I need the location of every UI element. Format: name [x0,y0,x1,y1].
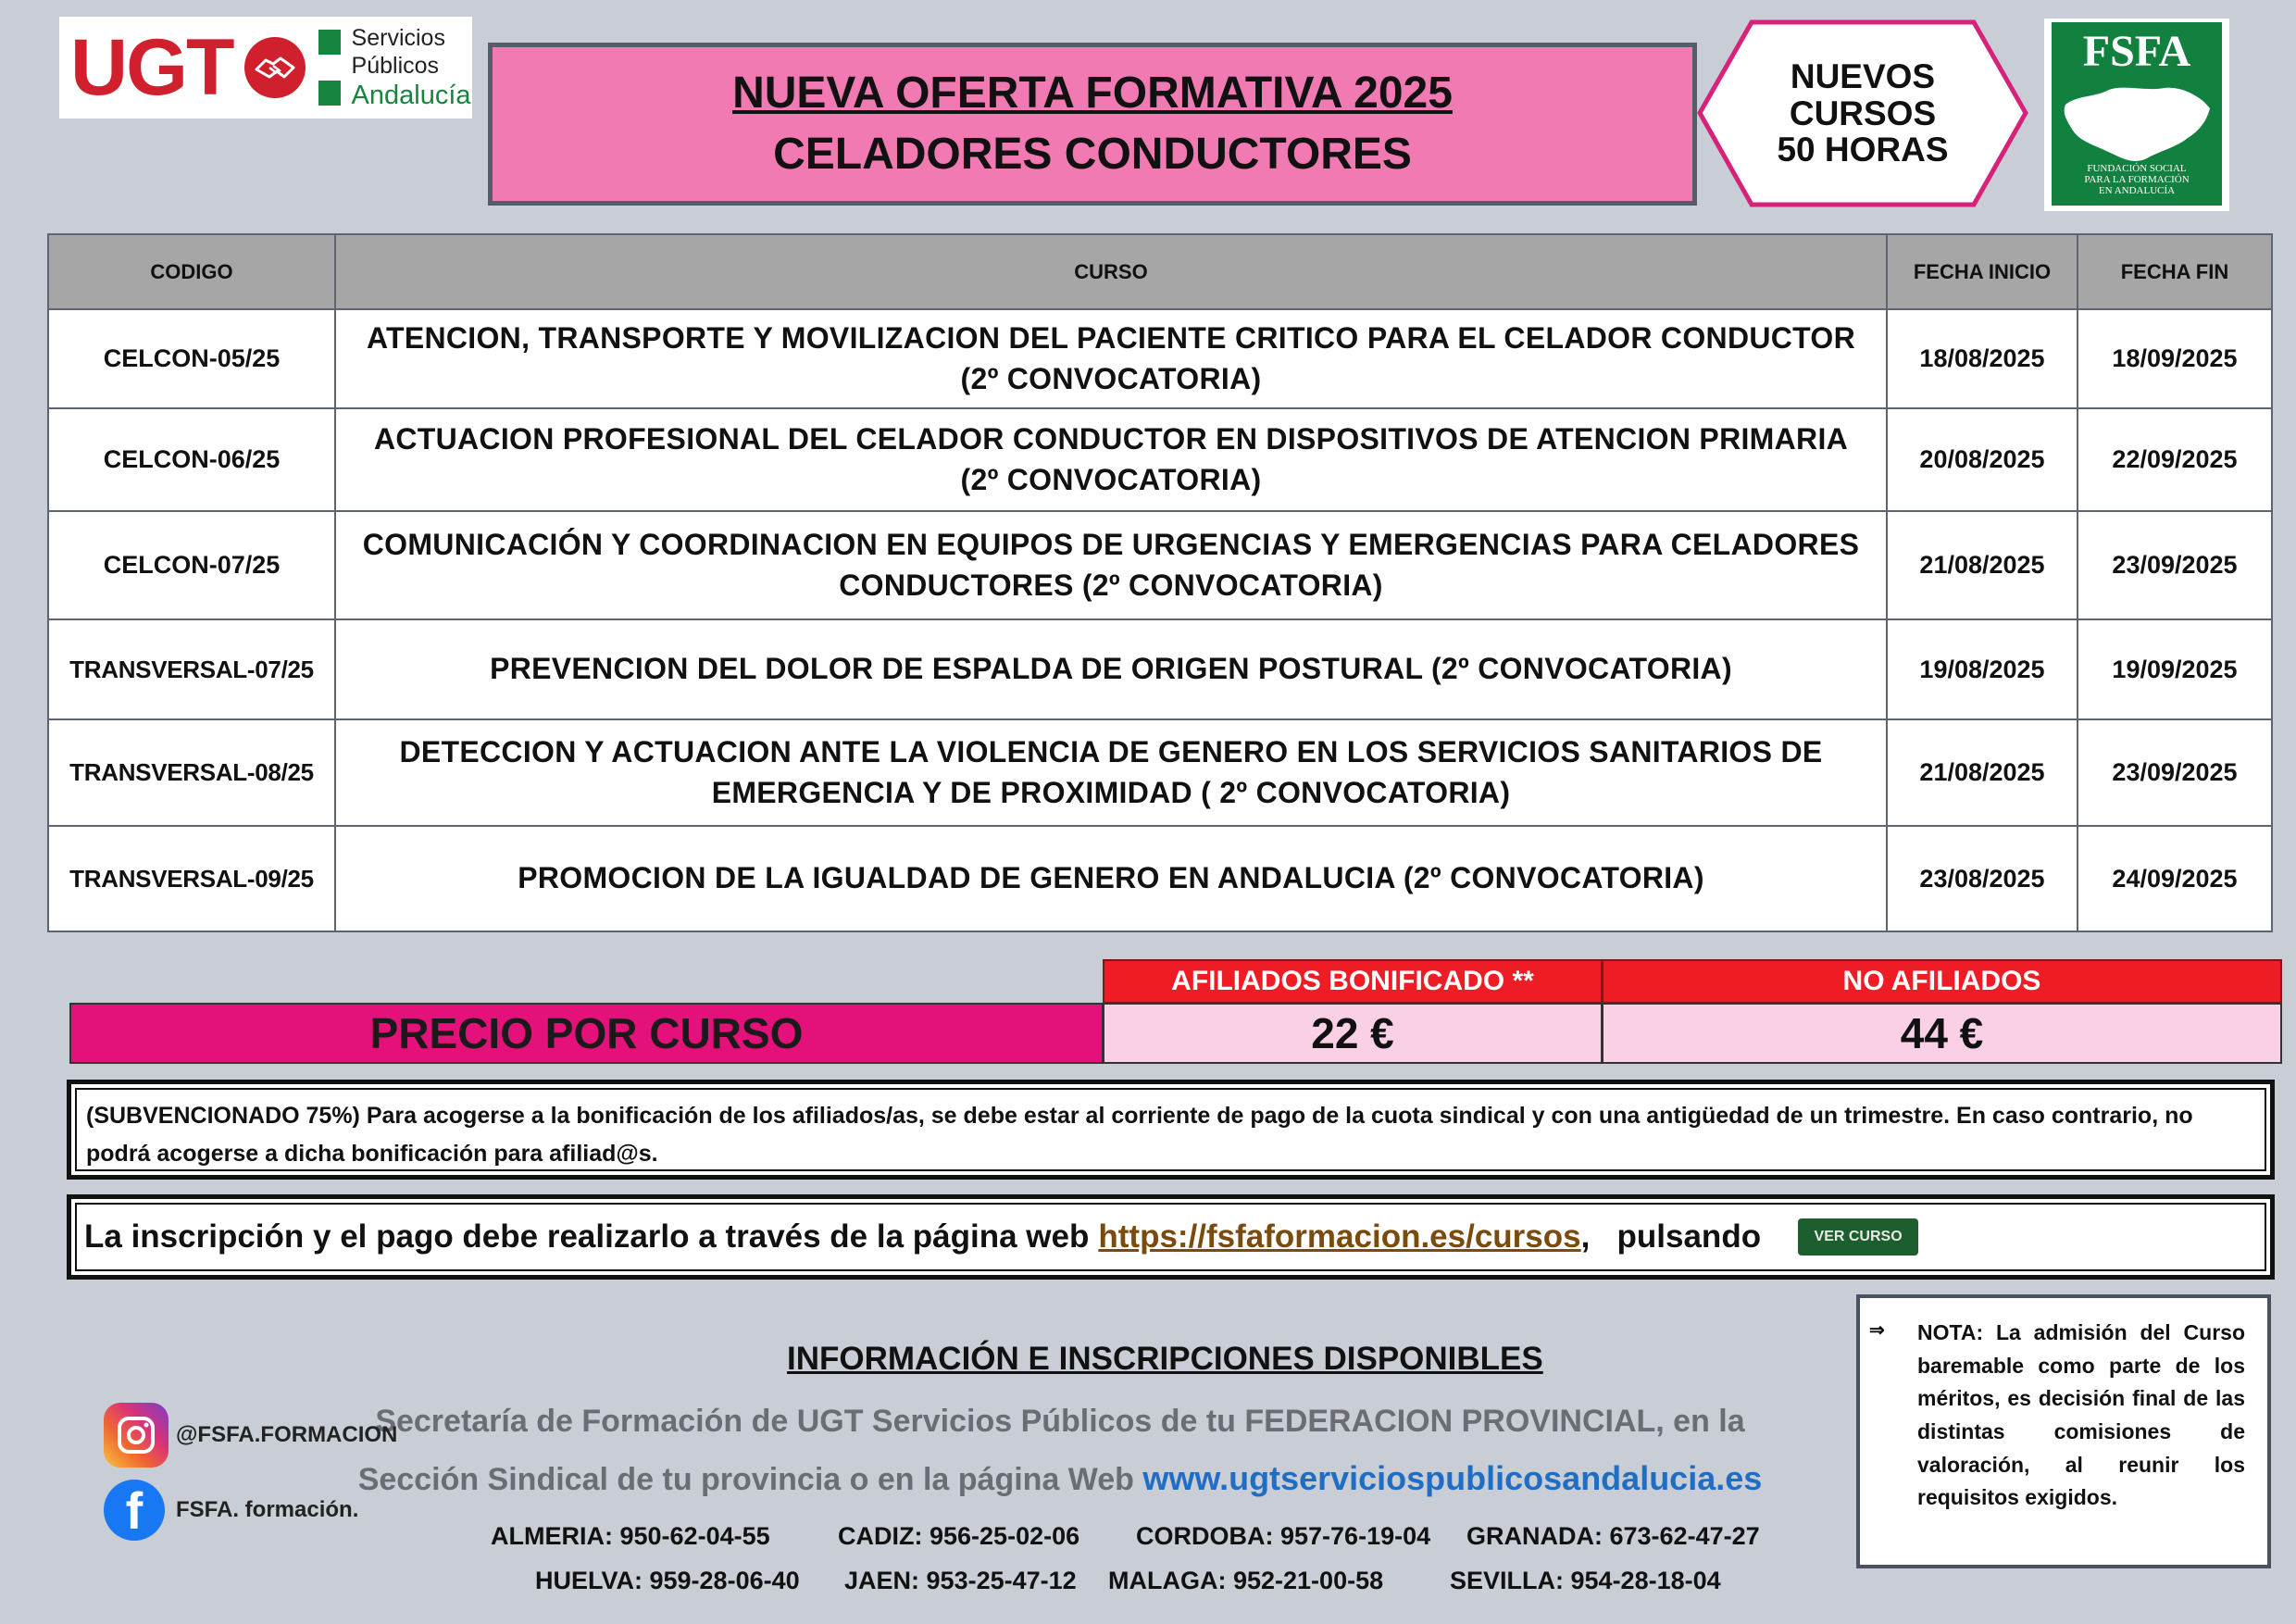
phone-number: 950-62-04-55 [619,1522,770,1550]
course-title: DETECCION Y ACTUACION ANTE LA VIOLENCIA DE GENERO EN LOS SERVICIOS SANITARIOS DE EMERGENCIA Y DE PROXIMIDAD ( 2º CONVOCATORIA) [335,719,1887,826]
ugt-logo [59,17,472,119]
table-row [48,309,2272,408]
table-row [48,619,2272,719]
course-code: CELCON-07/25 [48,511,335,619]
phone-granada: GRANADA: 673-62-47-27 [1466,1522,1760,1550]
price-header-affiliates: AFILIADOS BONIFICADO ** [1103,959,1603,1004]
phone-city: JAEN [844,1567,912,1594]
fsfa-logo-caption [2052,163,2222,196]
andalucia-flag-icon [318,30,341,106]
course-title: COMUNICACIÓN Y COORDINACION EN EQUIPOS DE URGENCIAS Y EMERGENCIAS PARA CELADORES CONDUCTORES (2º CONVOCATORIA) [335,511,1887,619]
ugt-logo-line2: Públicos [351,52,440,79]
ugt-logo-subtitle [352,24,471,112]
price-header-non-affiliates: NO AFILIADOS [1602,959,2282,1004]
registration-link[interactable]: https://fsfaformacion.es/cursos [1098,1218,1581,1255]
page-title: NUEVA OFERTA FORMATIVA 2025 [732,68,1453,118]
table-row [48,826,2272,931]
title-banner [488,43,1697,206]
course-title: PROMOCION DE LA IGUALDAD DE GENERO EN ANDALUCIA (2º CONVOCATORIA) [335,826,1887,931]
ver-curso-button[interactable]: VER CURSO [1798,1218,1918,1255]
andalucia-map-icon [2058,77,2215,169]
phone-malaga: MALAGA: 952-21-00-58 [1108,1567,1384,1594]
phone-city: ALMERIA [491,1522,605,1550]
fsfa-caption-line3: EN ANDALUCÍA [2098,184,2176,196]
phone-almeria: ALMERIA: 950-62-04-55 [491,1522,770,1550]
start-date: 19/08/2025 [1887,619,2078,719]
phone-jaen: JAEN: 953-25-47-12 [844,1567,1077,1594]
price-table [69,959,2282,1065]
registration-text-after: , pulsando [1580,1218,1762,1255]
subsidy-note [67,1080,2275,1180]
phone-number: 673-62-47-27 [1609,1522,1760,1550]
column-header-end-date: FECHA FIN [2078,234,2272,309]
registration-box [67,1194,2275,1280]
phone-city: HUELVA [535,1567,634,1594]
phone-huelva: HUELVA: 959-28-06-40 [535,1567,800,1594]
badge-line2: CURSOS [1789,94,1937,132]
course-code: TRANSVERSAL-09/25 [48,826,335,931]
end-date: 23/09/2025 [2078,511,2272,619]
new-courses-badge [1696,19,2029,208]
course-code: CELCON-05/25 [48,309,335,408]
nota-text: NOTA: La admisión del Curso baremable como parte de los méritos, es decisión final de las distintas comisiones de valoración, al reunir los requisitos exigidos. [1917,1320,2245,1510]
info-line2-text: Sección Sindical de tu provincia o en la página Web [357,1462,1134,1497]
start-date: 21/08/2025 [1887,511,2078,619]
end-date: 23/09/2025 [2078,719,2272,826]
badge-line3: 50 HORAS [1777,131,1949,169]
start-date: 18/08/2025 [1887,309,2078,408]
column-header-start-date: FECHA INICIO [1887,234,2078,309]
info-title: INFORMACIÓN E INSCRIPCIONES DISPONIBLES [787,1341,1543,1377]
end-date: 22/09/2025 [2078,408,2272,511]
table-row [48,511,2272,619]
instagram-icon [104,1403,168,1468]
phone-city: MALAGA [1108,1567,1218,1594]
price-label: PRECIO POR CURSO [69,1003,1104,1064]
phone-number: 954-28-18-04 [1570,1567,1721,1594]
handshake-icon [244,37,306,98]
phone-number: 957-76-19-04 [1280,1522,1431,1550]
course-code: TRANSVERSAL-07/25 [48,619,335,719]
end-date: 19/09/2025 [2078,619,2272,719]
fsfa-logo-text: FSFA [2082,27,2191,76]
table-row [48,719,2272,826]
facebook-icon: f [104,1480,165,1541]
ugt-logo-line1: Servicios [351,24,445,51]
facebook-label: FSFA. formación. [176,1497,359,1522]
page-subtitle: CELADORES CONDUCTORES [773,130,1412,179]
phone-sevilla: SEVILLA: 954-28-18-04 [1450,1567,1721,1594]
phone-number: 953-25-47-12 [926,1567,1077,1594]
phone-city: CADIZ [838,1522,915,1550]
course-code: CELCON-06/25 [48,408,335,511]
subsidy-note-text: (SUBVENCIONADO 75%) Para acogerse a la bonificación de los afiliados/as, se debe estar al corriente de pago de la cuota sindical y con una antigüedad de un trimestre. En caso contrario, no podrá acogerse a dicha bonificación para afiliad@s. [86,1103,2193,1167]
phone-city: GRANADA [1466,1522,1594,1550]
phone-number: 952-21-00-58 [1232,1567,1384,1594]
end-date: 24/09/2025 [2078,826,2272,931]
instagram-label: @FSFA.FORMACION [176,1422,398,1447]
phone-cordoba: CORDOBA: 957-76-19-04 [1136,1522,1431,1550]
facebook-handle[interactable] [104,1480,358,1541]
website-link[interactable]: www.ugtserviciospublicosandalucia.es [1142,1459,1763,1497]
table-row [48,408,2272,511]
start-date: 23/08/2025 [1887,826,2078,931]
registration-text: La inscripción y el pago debe realizarlo a través de la página web [84,1218,1090,1255]
price-non-affiliates: 44 € [1602,1003,2282,1064]
start-date: 21/08/2025 [1887,719,2078,826]
courses-table [47,233,2273,932]
column-header-code: CODIGO [48,234,335,309]
info-line2 [278,1459,1842,1498]
fsfa-logo [2044,19,2229,211]
course-code: TRANSVERSAL-08/25 [48,719,335,826]
phone-city: CORDOBA [1136,1522,1266,1550]
instagram-handle[interactable] [104,1403,397,1468]
arrow-right-icon: ⇒ [1869,1320,1885,1341]
course-title: PREVENCION DEL DOLOR DE ESPALDA DE ORIGEN POSTURAL (2º CONVOCATORIA) [335,619,1887,719]
course-title: ACTUACION PROFESIONAL DEL CELADOR CONDUCTOR EN DISPOSITIVOS DE ATENCION PRIMARIA (2º CONVOCATORIA) [335,408,1887,511]
price-affiliates: 22 € [1103,1003,1603,1064]
ugt-logo-text: UGT [70,23,233,112]
course-title: ATENCION, TRANSPORTE Y MOVILIZACION DEL PACIENTE CRITICO PARA EL CELADOR CONDUCTOR (2º CONVOCATORIA) [335,309,1887,408]
table-header-row [48,234,2272,309]
start-date: 20/08/2025 [1887,408,2078,511]
nota-box [1856,1294,2271,1568]
phone-city: SEVILLA [1450,1567,1556,1594]
fsfa-caption-line1: FUNDACIÓN SOCIAL [2087,162,2187,174]
end-date: 18/09/2025 [2078,309,2272,408]
phone-cadiz: CADIZ: 956-25-02-06 [838,1522,1080,1550]
phone-number: 956-25-02-06 [930,1522,1080,1550]
phone-number: 959-28-06-40 [649,1567,800,1594]
ugt-logo-line3: Andalucía [351,80,471,110]
badge-line1: NUEVOS [1790,56,1936,95]
column-header-course: CURSO [335,234,1887,309]
info-line1: Secretaría de Formación de UGT Servicios Públicos de tu FEDERACION PROVINCIAL, en la [375,1404,1745,1439]
fsfa-caption-line2: PARA LA FORMACIÓN [2084,173,2190,185]
